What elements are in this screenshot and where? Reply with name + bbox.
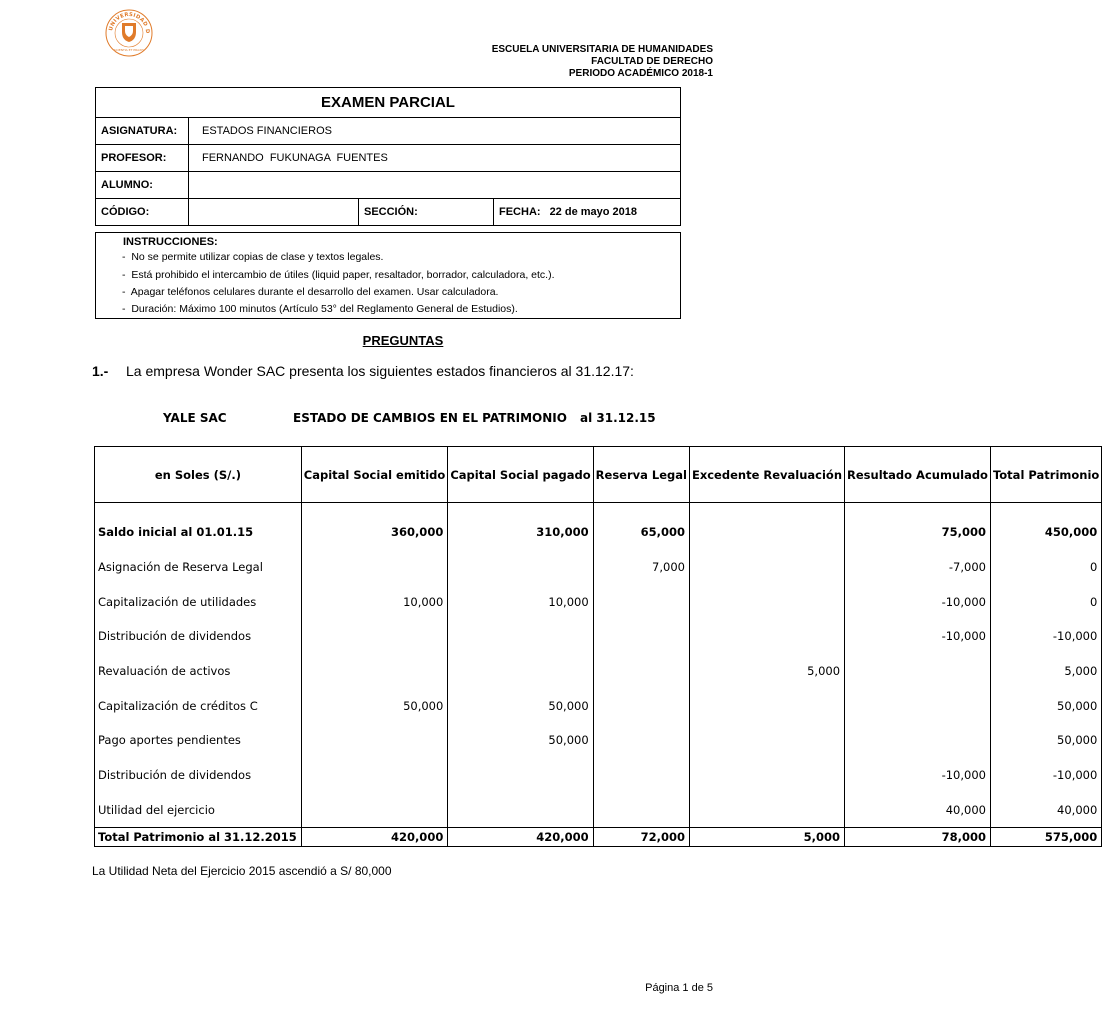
instruction-item: - Duración: Máximo 100 minutos (Artículo 53° del Reglamento General de Estudios). bbox=[122, 302, 518, 315]
school-line-1: ESCUELA UNIVERSITARIA DE HUMANIDADES bbox=[491, 44, 713, 55]
fecha-cell bbox=[494, 199, 680, 225]
codigo-row bbox=[96, 199, 680, 225]
exam-title: EXAMEN PARCIAL bbox=[96, 88, 680, 118]
header-excedente: Excedente Revaluación bbox=[689, 447, 844, 503]
instruction-item: - No se permite utilizar copias de clase y textos legales. bbox=[122, 251, 384, 263]
school-line-2: FACULTAD DE DERECHO bbox=[591, 56, 713, 67]
header-capital-emitido: Capital Social emitido bbox=[301, 447, 448, 503]
table-row: Capitalización de créditos C 50,000 50,000 50,000 bbox=[95, 688, 1102, 723]
table-row: Utilidad del ejercicio 40,000 40,000 bbox=[95, 793, 1102, 828]
logo-motto: SCIENTIA ET PRAXIS bbox=[113, 48, 145, 52]
instruction-item: - Apagar teléfonos celulares durante el desarrollo del examen. Usar calculadora. bbox=[122, 285, 499, 298]
profesor-label: PROFESOR: bbox=[96, 145, 189, 171]
equity-statement-table bbox=[94, 446, 1102, 847]
profesor-value: FERNANDO FUKUNAGA FUENTES bbox=[202, 152, 388, 164]
alumno-row bbox=[96, 172, 680, 199]
table-row: Asignación de Reserva Legal 7,000 -7,000 0 bbox=[95, 550, 1102, 585]
fecha-label: FECHA: bbox=[499, 206, 541, 218]
header-resultado: Resultado Acumulado bbox=[845, 447, 991, 503]
statement-company: YALE SAC bbox=[163, 411, 227, 425]
table-row: Saldo inicial al 01.01.15 360,000 310,000 65,000 75,000 450,000 bbox=[95, 515, 1102, 550]
question-number: 1.- bbox=[92, 363, 109, 379]
header-concept: en Soles (S/.) bbox=[95, 447, 302, 503]
net-income-note: La Utilidad Neta del Ejercicio 2015 ascendió a S/ 80,000 bbox=[92, 864, 392, 878]
exam-header-table bbox=[95, 87, 681, 226]
school-header bbox=[492, 44, 713, 80]
table-row: Distribución de dividendos -10,000 -10,000 bbox=[95, 619, 1102, 654]
statement-date: al 31.12.15 bbox=[580, 411, 656, 425]
university-logo bbox=[100, 8, 158, 58]
table-row: Capitalización de utilidades 10,000 10,000 -10,000 0 bbox=[95, 584, 1102, 619]
question-text: La empresa Wonder SAC presenta los siguientes estados financieros al 31.12.17: bbox=[126, 363, 634, 379]
table-row: Revaluación de activos 5,000 5,000 bbox=[95, 654, 1102, 689]
instruction-item: - Está prohibido el intercambio de útiles (liquid paper, resaltador, borrador, calculadora, etc.). bbox=[122, 268, 555, 281]
statement-title: ESTADO DE CAMBIOS EN EL PATRIMONIO bbox=[293, 411, 567, 425]
asignatura-row bbox=[96, 118, 680, 145]
spacer-row bbox=[95, 503, 1102, 516]
codigo-label: CÓDIGO: bbox=[96, 199, 189, 225]
asignatura-value: ESTADOS FINANCIEROS bbox=[202, 125, 332, 137]
alumno-label: ALUMNO: bbox=[96, 172, 189, 198]
header-capital-pagado: Capital Social pagado bbox=[448, 447, 593, 503]
instructions-title: INSTRUCCIONES: bbox=[123, 236, 218, 248]
table-row: Pago aportes pendientes 50,000 50,000 bbox=[95, 723, 1102, 758]
school-line-3: PERIODO ACADÉMICO 2018-1 bbox=[568, 68, 713, 79]
question-1 bbox=[92, 363, 634, 379]
page-number: Página 1 de 5 bbox=[645, 982, 713, 994]
header-reserva-legal: Reserva Legal bbox=[593, 447, 689, 503]
table-header-row bbox=[95, 447, 1102, 503]
preguntas-heading: PREGUNTAS bbox=[362, 333, 444, 348]
fecha-value: 22 de mayo 2018 bbox=[549, 206, 638, 218]
instructions-box bbox=[95, 232, 681, 319]
logo-ring-text: UNIVERSIDAD D bbox=[108, 11, 151, 34]
codigo-field[interactable] bbox=[189, 199, 359, 225]
total-row: Total Patrimonio al 31.12.2015 420,000 420,000 72,000 5,000 78,000 575,000 bbox=[95, 828, 1102, 847]
table-row: Distribución de dividendos -10,000 -10,000 bbox=[95, 758, 1102, 793]
asignatura-label: ASIGNATURA: bbox=[96, 118, 189, 144]
profesor-row bbox=[96, 145, 680, 172]
header-total: Total Patrimonio bbox=[990, 447, 1101, 503]
alumno-field[interactable] bbox=[189, 172, 680, 198]
seccion-label: SECCIÓN: bbox=[359, 199, 494, 225]
